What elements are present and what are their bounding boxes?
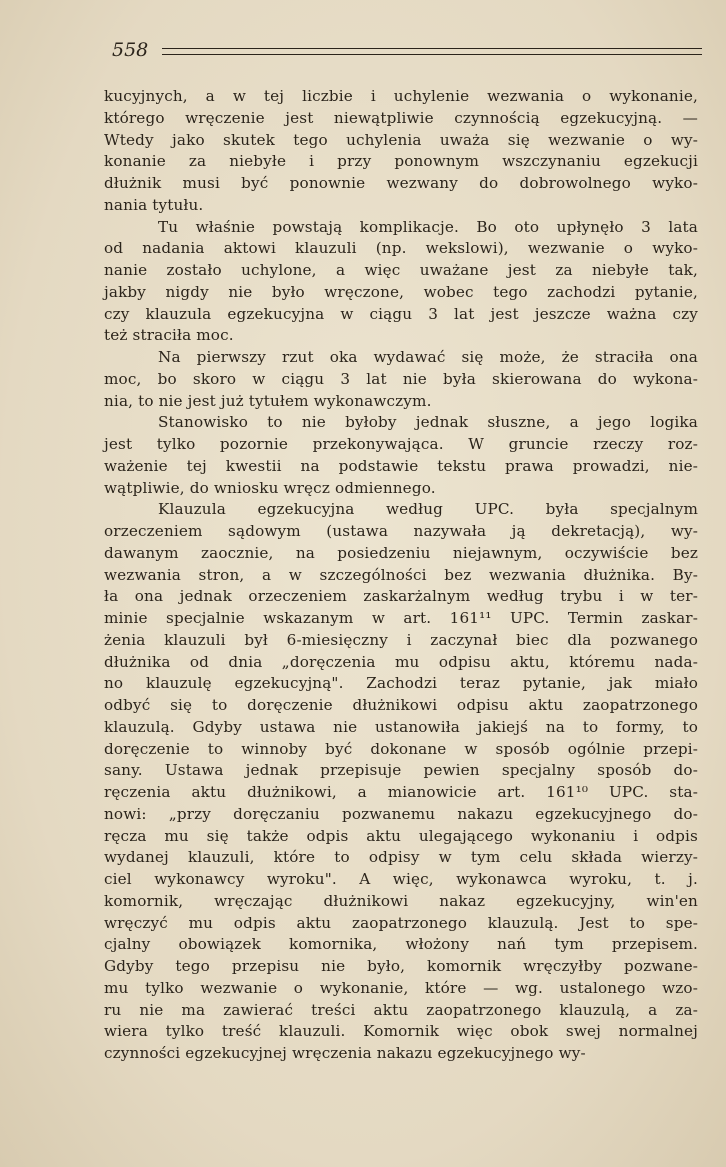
text-line: Tu właśnie powstają komplikacje. Bo oto upłynęło 3 lata (158, 217, 698, 236)
text-line: Klauzula egzekucyjna według UPC. była specjalnym (158, 500, 698, 519)
text-line: wątpliwie, do wniosku wręcz odmiennego. (104, 478, 436, 497)
text-line: nowi: „przy doręczaniu pozwanemu nakazu egzekucyjnego do- (104, 804, 698, 823)
text-line: wręczyć mu odpis aktu zaopatrzonego klauzulą. Jest to spe- (104, 913, 698, 932)
text-line: ciel wykonawcy wyroku". A więc, wykonawca wyroku, t. j. (104, 870, 698, 888)
paragraph (104, 217, 698, 348)
text-line: Stanowisko to nie byłoby jednak słuszne, a jego logika (158, 413, 698, 432)
text-line: cjalny obowiązek komornika, włożony nań tym przepisem. (104, 935, 698, 954)
paragraph (104, 499, 698, 1065)
text-line: kucyjnych, a w tej liczbie i uchylenie wezwania o wykonanie, (104, 87, 698, 105)
text-line: ręcza mu się także odpis aktu ulegającego wykonaniu i odpis (104, 826, 698, 845)
text-line: czynności egzekucyjnej wręczenia nakazu egzekucyjnego wy- (104, 1044, 586, 1062)
paragraph (104, 347, 698, 412)
body-text (104, 86, 698, 1065)
text-line: doręczenie to winnoby być dokonane w sposób ogólnie przepi- (104, 739, 698, 758)
text-line: ważenie tej kwestii na podstawie tekstu prawa prowadzi, nie- (104, 456, 698, 475)
text-line: sany. Ustawa jednak przepisuje pewien specjalny sposób do- (104, 761, 698, 780)
text-line: no klauzulę egzekucyjną". Zachodzi teraz pytanie, jak miało (104, 674, 698, 693)
text-line: dłużnika od dnia „doręczenia mu odpisu aktu, któremu nada- (104, 652, 698, 671)
text-line: mu tylko wezwanie o wykonanie, które — wg. ustalonego wzo- (104, 978, 698, 997)
text-line: czy klauzula egzekucyjna w ciągu 3 lat jest jeszcze ważna czy (104, 304, 698, 323)
text-line: minie specjalnie wskazanym w art. 161¹¹ UPC. Termin zaskar- (104, 609, 698, 627)
text-line: też straciła moc. (104, 326, 234, 345)
page-number: 558 (112, 39, 149, 61)
paragraph (104, 86, 698, 217)
text-line: odbyć się to doręczenie dłużnikowi odpisu aktu zaopatrzonego (104, 696, 698, 714)
text-line: Na pierwszy rzut oka wydawać się może, że straciła ona (158, 348, 698, 366)
text-line: ru nie ma zawierać treści aktu zaopatrzonego klauzulą, a za- (104, 1000, 698, 1019)
text-line: konanie za niebyłe i przy ponownym wszczynaniu egzekucji (104, 152, 698, 171)
text-line: dłużnik musi być ponownie wezwany do dobrowolnego wyko- (104, 174, 698, 192)
text-line: od nadania aktowi klauzuli (np. wekslowi), wezwanie o wyko- (104, 239, 698, 258)
text-line: Gdyby tego przepisu nie było, komornik wręczyłby pozwane- (104, 957, 698, 975)
text-line: nanie zostało uchylone, a więc uważane jest za niebyłe tak, (104, 261, 698, 279)
text-line: ła ona jednak orzeczeniem zaskarżalnym według trybu i w ter- (104, 587, 698, 606)
text-line: ręczenia aktu dłużnikowi, a mianowicie art. 161¹⁰ UPC. sta- (104, 783, 698, 801)
text-line: jest tylko pozornie przekonywająca. W gruncie rzeczy roz- (104, 435, 698, 453)
text-line: komornik, wręczając dłużnikowi nakaz egzekucyjny, win'en (104, 891, 698, 910)
text-line: moc, bo skoro w ciągu 3 lat nie była skierowana do wykona- (104, 369, 698, 388)
text-line: nania tytułu. (104, 195, 204, 214)
text-line: nia, to nie jest już tytułem wykonawczym. (104, 391, 432, 410)
text-line: wydanej klauzuli, które to odpisy w tym celu składa wierzy- (104, 848, 698, 867)
text-line: klauzulą. Gdyby ustawa nie ustanowiła jakiejś na to formy, to (104, 717, 698, 736)
text-line: dawanym zaocznie, na posiedzeniu niejawnym, oczywiście bez (104, 543, 698, 562)
text-line: Wtedy jako skutek tego uchylenia uważa się wezwanie o wy- (104, 130, 698, 149)
text-line: orzeczeniem sądowym (ustawa nazywała ją dekretacją), wy- (104, 522, 698, 540)
text-line: wezwania stron, a w szczególności bez wezwania dłużnika. By- (104, 565, 698, 584)
text-line: jakby nigdy nie było wręczone, wobec tego zachodzi pytanie, (104, 282, 698, 301)
text-line: którego wręczenie jest niewątpliwie czynnością egzekucyjną. — (104, 108, 698, 127)
paragraph (104, 412, 698, 499)
header-double-rule (162, 48, 702, 55)
text-line: żenia klauzuli był 6-miesięczny i zaczynał biec dla pozwanego (104, 630, 698, 649)
page-header (112, 38, 702, 64)
text-line: wiera tylko treść klauzuli. Komornik więc obok swej normalnej (104, 1022, 698, 1041)
